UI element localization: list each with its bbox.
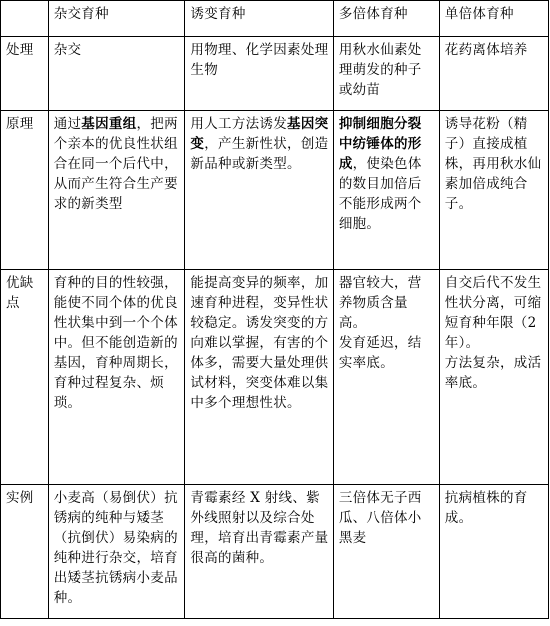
text-segment: 通过	[53, 116, 82, 132]
row-label-treatment: 处理	[1, 37, 49, 111]
text-segment: 杂交	[53, 42, 82, 58]
cell-examples-hybrid	[48, 485, 185, 619]
cell-pros-cons-polyploid	[333, 270, 439, 485]
text-segment: 用秋水仙素处理萌发的种子或幼苗	[338, 42, 422, 98]
cell-examples-haploid	[439, 485, 548, 619]
cell-examples-polyploid	[333, 485, 439, 619]
table-row-examples	[1, 485, 549, 619]
text-segment: 自交后代不发生性状分离，可缩短育种年限（2年）。 方法复杂，成活率底。	[444, 275, 542, 391]
text-segment: 三倍体无子西瓜、八倍体小黑麦	[338, 490, 422, 546]
row-label-pros-cons: 优缺点	[1, 270, 49, 485]
row-label-examples: 实例	[1, 485, 49, 619]
cell-pros-cons-hybrid	[48, 270, 185, 485]
row-label-principle: 原理	[1, 111, 49, 270]
header-corner	[1, 1, 49, 37]
header-haploid-breeding: 单倍体育种	[439, 1, 548, 37]
table-header-row	[1, 1, 549, 37]
bold-text-segment: 抑制细胞分裂中纺锤体的形成	[338, 116, 422, 172]
cell-principle-mutation	[185, 111, 333, 270]
cell-treatment-hybrid	[48, 37, 185, 111]
cell-treatment-polyploid	[333, 37, 439, 111]
header-polyploid-breeding: 多倍体育种	[333, 1, 439, 37]
table-row-pros-cons	[1, 270, 549, 485]
table-row-treatment	[1, 37, 549, 111]
text-segment: 诱导花粉（精子）直接成植株，再用秋水仙素加倍成纯合子。	[444, 116, 542, 212]
cell-principle-haploid	[439, 111, 548, 270]
text-segment: 育种的目的性较强，能使不同个体的优良性状集中到一个个体中。但不能创造新的基因，育种周期长，育种过程复杂、烦琐。	[53, 275, 178, 411]
table-row-principle	[1, 111, 549, 270]
cell-principle-polyploid	[333, 111, 439, 270]
text-segment: 小麦高（易倒伏）抗锈病的纯种与矮茎（抗倒伏）易染病的纯种进行杂交，培育出矮茎抗锈病小麦品种。	[53, 490, 178, 606]
text-segment: 器官较大，营养物质含量高。 发育延迟，结实率底。	[338, 275, 422, 371]
text-segment: ，产生新性状，创造新品种或新类型。	[190, 136, 329, 172]
text-segment: 用人工方法诱发	[190, 116, 288, 132]
text-segment: 用物理、化学因素处理生物	[190, 42, 329, 78]
text-segment: ，把两个亲本的优良性状组合在同一个后代中，从而产生符合生产要求的新类型	[53, 116, 178, 212]
bold-text-segment: 基因突变	[190, 116, 329, 152]
cell-pros-cons-mutation	[185, 270, 333, 485]
header-hybrid-breeding: 杂交育种	[48, 1, 185, 37]
cell-treatment-mutation	[185, 37, 333, 111]
text-segment: ，使染色体的数目加倍后不能形成两个细胞。	[338, 156, 422, 232]
cell-principle-hybrid	[48, 111, 185, 270]
cell-treatment-haploid	[439, 37, 548, 111]
bold-text-segment: 基因重组	[81, 116, 137, 132]
text-segment: 青霉素经 X 射线、紫外线照射以及综合处理，培育出青霉素产量很高的菌种。	[190, 490, 329, 566]
cell-pros-cons-haploid	[439, 270, 548, 485]
text-segment: 抗病植株的育成。	[444, 490, 528, 526]
text-segment: 花药离体培养	[444, 42, 528, 58]
text-segment: 能提高变异的频率，加速育种进程，变异性状较稳定。诱发突变的方向难以掌握，有害的个体多，需要大量处理供试材料，突变体难以集中多个理想性状。	[190, 275, 329, 411]
cell-examples-mutation	[185, 485, 333, 619]
header-mutation-breeding: 诱变育种	[185, 1, 333, 37]
